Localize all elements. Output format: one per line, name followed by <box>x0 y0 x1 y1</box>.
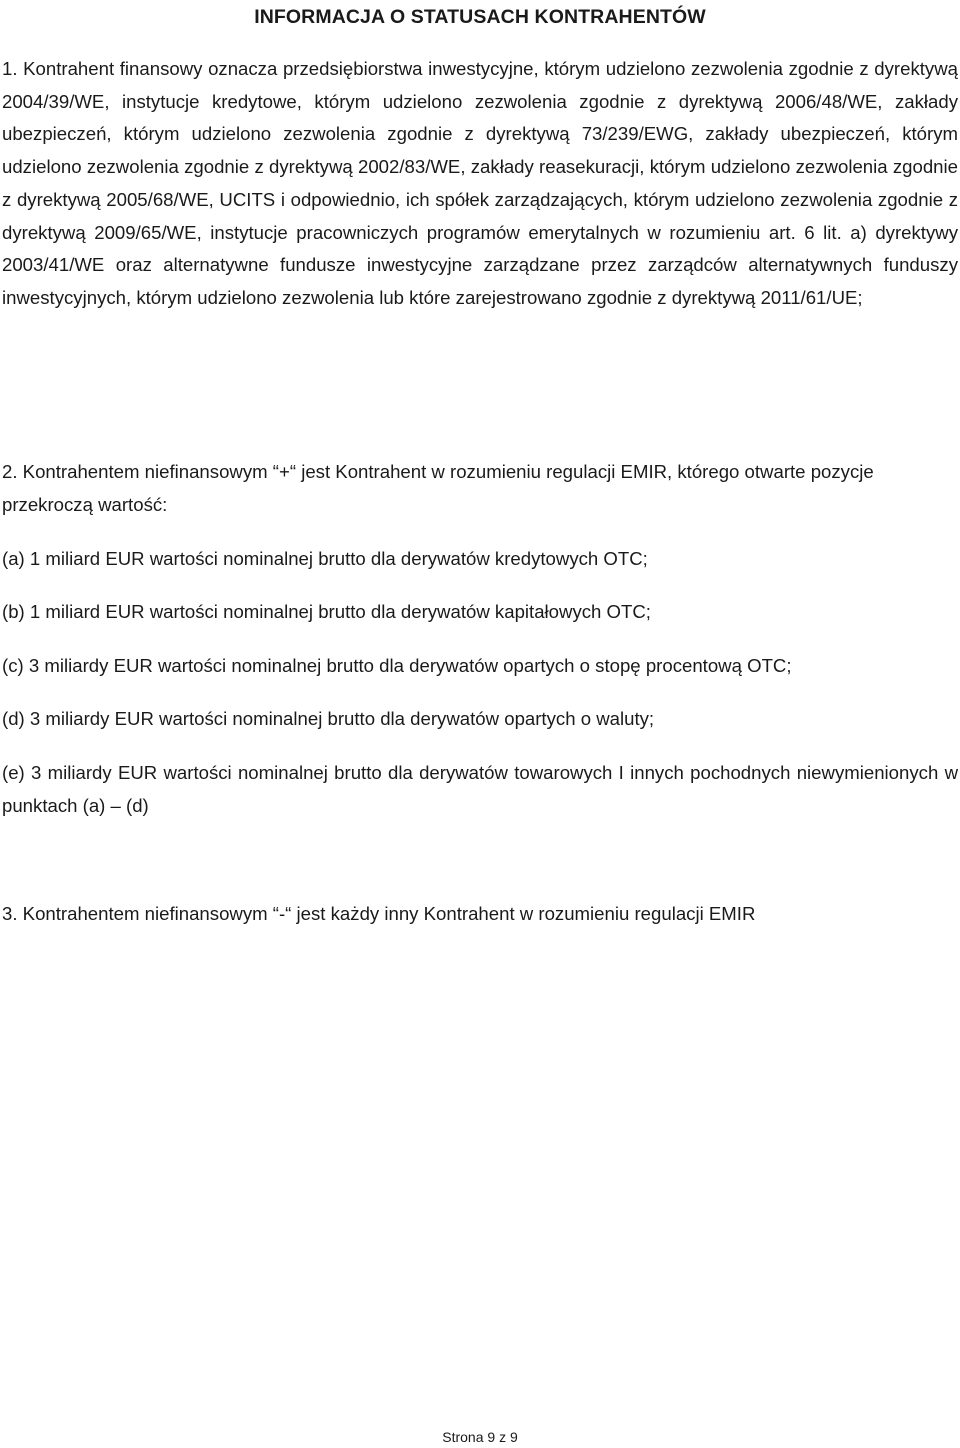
list-item: (b) 1 miliard EUR wartości nominalnej brutto dla derywatów kapitałowych OTC; <box>2 601 651 622</box>
list-item: (d) 3 miliardy EUR wartości nominalnej brutto dla derywatów opartych o waluty; <box>2 708 655 729</box>
list-item: (e) 3 miliardy EUR wartości nominalnej brutto dla derywatów towarowych I innych pochodnych niewymienionych w punktach (a) – (d) <box>2 762 958 816</box>
paragraph-nonfinancial-plus: 2. Kontrahentem niefinansowym “+“ jest Kontrahent w rozumieniu regulacji EMIR, którego otwarte pozycje przekroczą wartość: <box>2 461 874 515</box>
list-item: (c) 3 miliardy EUR wartości nominalnej brutto dla derywatów opartych o stopę procentową OTC; <box>2 655 792 676</box>
page-number: Strona 9 z 9 <box>442 1429 518 1445</box>
page-title: INFORMACJA O STATUSACH KONTRAHENTÓW <box>254 6 706 28</box>
paragraph-financial-counterparty: 1. Kontrahent finansowy oznacza przedsiębiorstwa inwestycyjne, którym udzielono zezwolenia zgodnie z dyrektywą 2004/39/WE, instytucje kredytowe, którym udzielono zezwolenia zgodnie z dyrektywą 2006/48/WE, zakłady ubezpieczeń, którym udzielono zezwolenia zgodnie z dyrektywą 73/239/EWG, zakłady ubezpieczeń, którym udzielono zezwolenia zgodnie z dyrektywą 2002/83/WE, zakłady reasekuracji, którym udzielono zezwolenia zgodnie z dyrektywą 2005/68/WE, UCITS i odpowiednio, ich spółek zarządzających, którym udzielono zezwolenia zgodnie z dyrektywą 2009/65/WE, instytucje pracowniczych programów emerytalnych w rozumieniu art. 6 lit. a) dyrektywy 2003/41/WE oraz alternatywne fundusze inwestycyjne zarządzane przez zarządców alternatywnych funduszy inwestycyjnych, którym udzielono zezwolenia lub które zarejestrowano zgodnie z dyrektywą 2011/61/UE; <box>2 58 958 308</box>
paragraph-nonfinancial-minus: 3. Kontrahentem niefinansowym “-“ jest każdy inny Kontrahent w rozumieniu regulacji EMIR <box>2 903 756 924</box>
list-item: (a) 1 miliard EUR wartości nominalnej brutto dla derywatów kredytowych OTC; <box>2 548 648 569</box>
